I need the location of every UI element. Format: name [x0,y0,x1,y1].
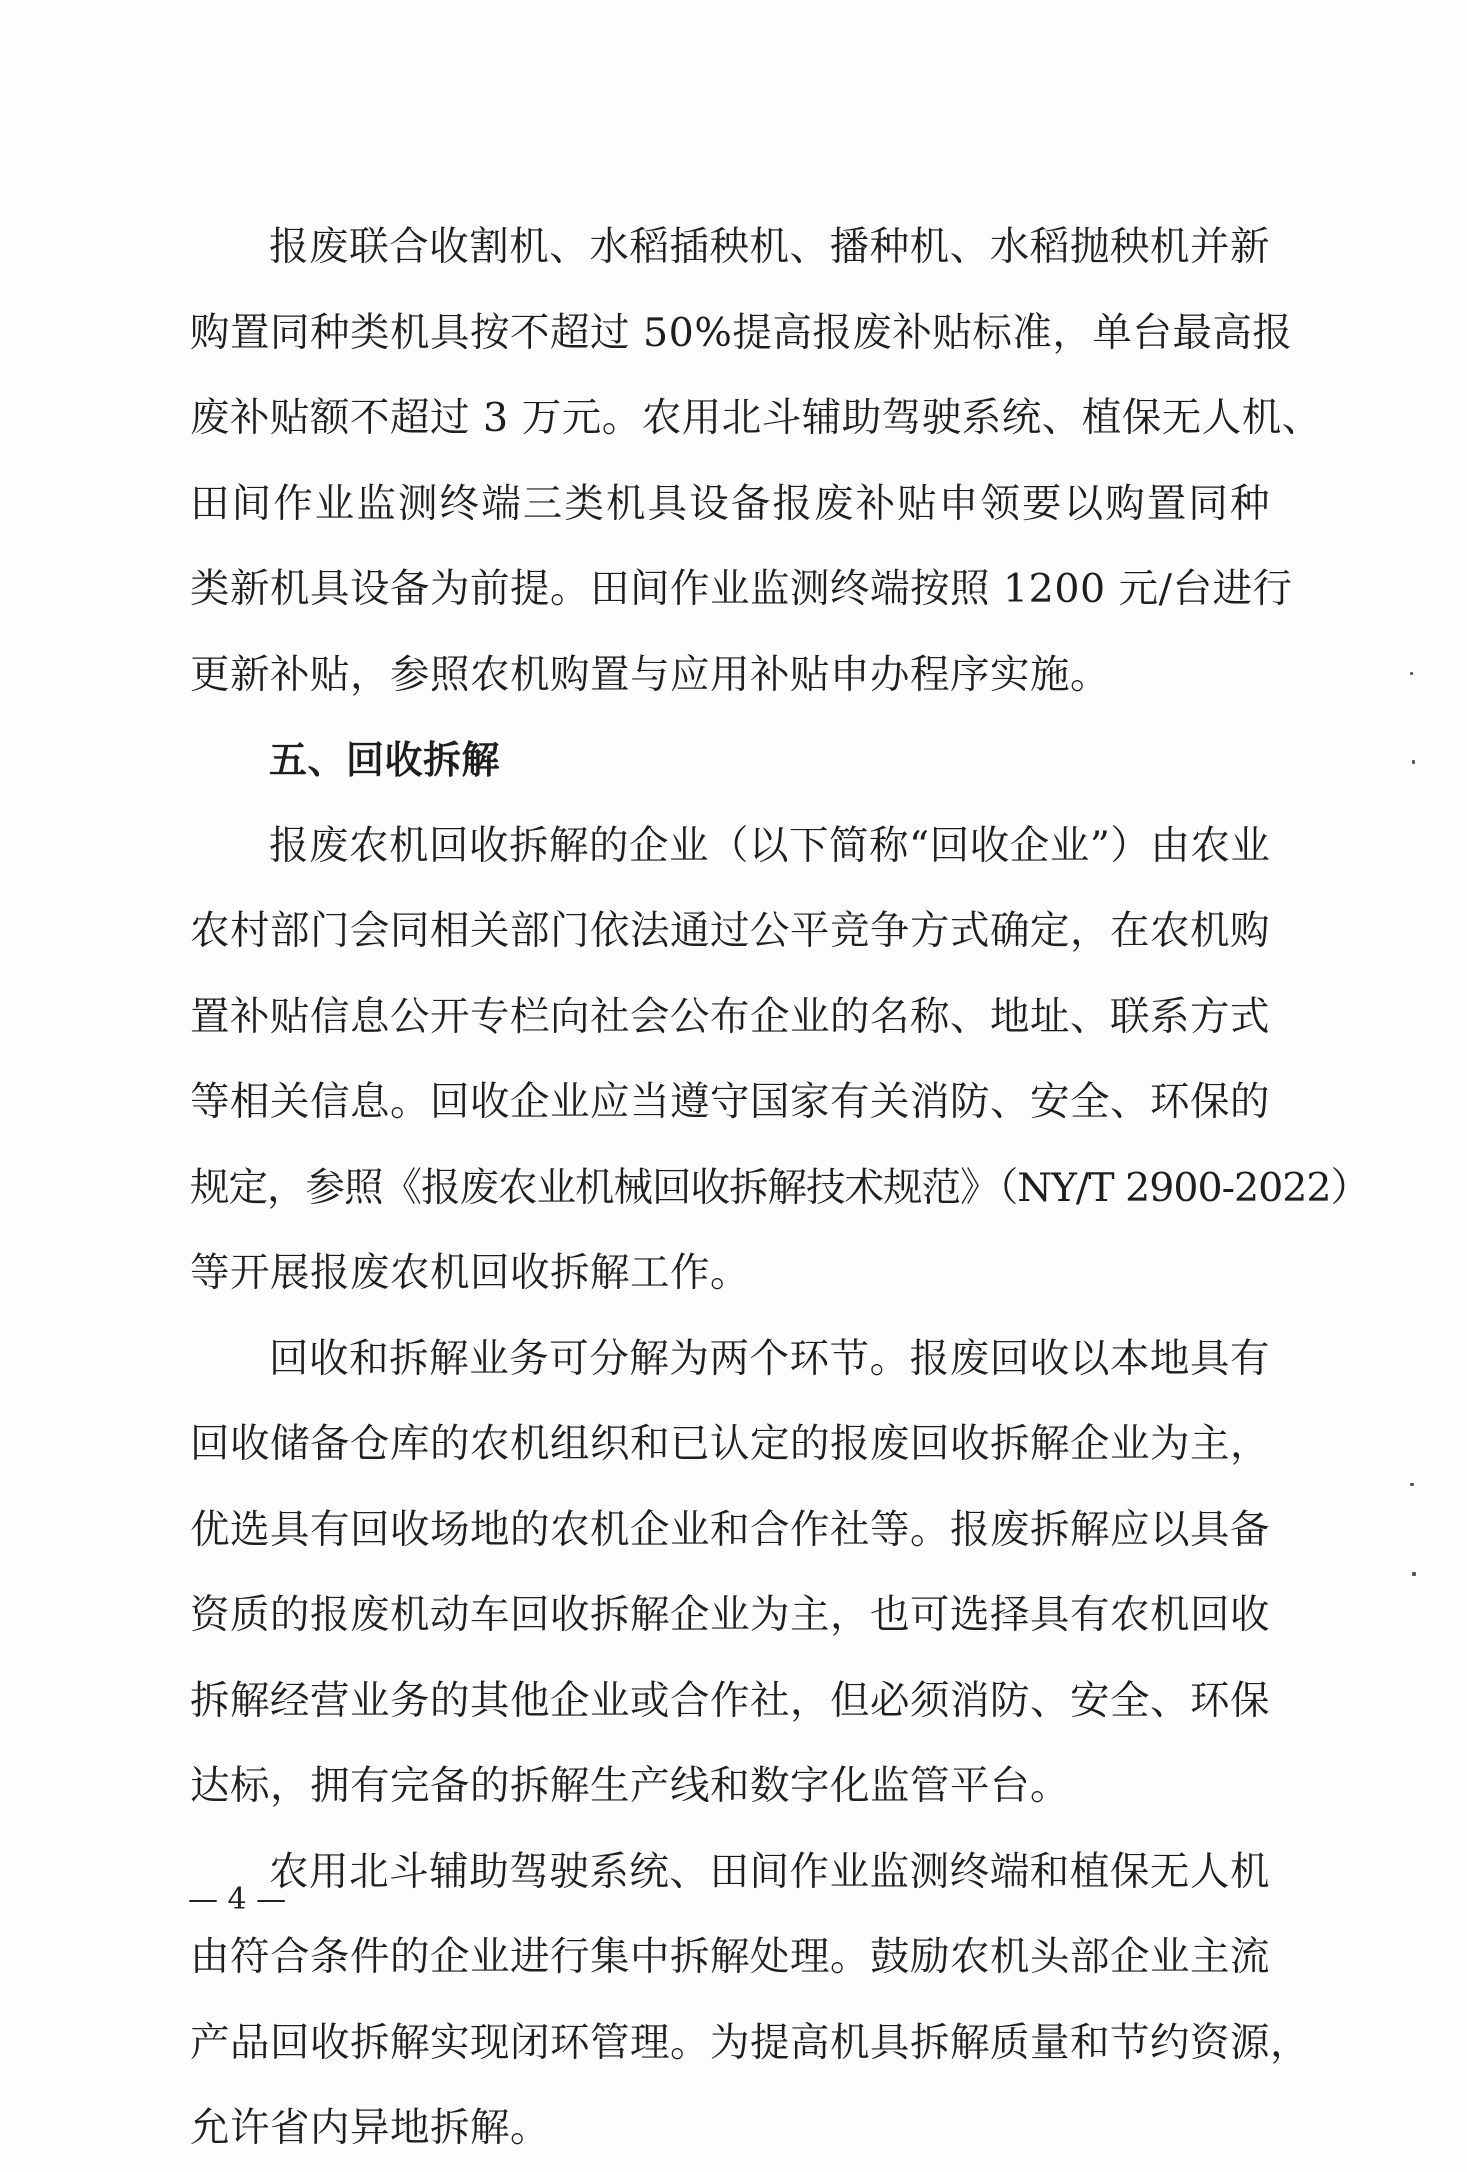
text-line: 农用北斗辅助驾驶系统、田间作业监测终端和植保无人机 [269,1848,1270,1895]
text-line: 农村部门会同相关部门依法通过公平竞争方式确定，在农机购 [190,908,1270,954]
paragraph [190,205,1322,718]
text-line: 报废农机回收拆解的企业（以下简称“回收企业”）由农业 [269,822,1271,869]
page-number: — 4 — [188,1882,287,1917]
text-line: 置补贴信息公开专栏向社会公布企业的名称、地址、联系方式 [190,993,1270,1040]
document-body [190,205,1369,2172]
text-line: 产品回收拆解实现闭环管理。为提高机具拆解质量和节约资源， [190,2019,1310,2066]
text-line: 废补贴额不超过 3 万元。农用北斗辅助驾驶系统、植保无人机、 [190,395,1322,441]
paragraph [190,1317,1270,1830]
text-line: 等相关信息。回收企业应当遵守国家有关消防、安全、环保的 [190,1079,1270,1125]
scan-speck [1412,1572,1416,1576]
text-line: 田间作业监测终端三类机具设备报废补贴申领要以购置同种 [190,480,1270,527]
text-line: 回收储备仓库的农机组织和已认定的报废回收拆解企业为主， [190,1421,1270,1467]
text-line: 规定，参照《报废农业机械回收拆解技术规范》（NY/T 2900-2022） [190,1164,1369,1211]
scan-speck [1410,1483,1414,1486]
text-line: 拆解经营业务的其他企业或合作社，但必须消防、安全、环保 [190,1677,1270,1724]
heading-text: 五、回收拆解 [269,738,501,782]
text-line: 更新补贴，参照农机购置与应用补贴申办程序实施。 [190,651,1110,698]
scan-speck [1412,760,1415,764]
text-line: 回收和拆解业务可分解为两个环节。报废回收以本地具有 [269,1335,1270,1382]
text-line: 优选具有回收场地的农机企业和合作社等。报废拆解应以具备 [190,1506,1270,1553]
text-line: 允许省内异地拆解。 [190,2105,550,2151]
text-line: 达标，拥有完备的拆解生产线和数字化监管平台。 [190,1763,1070,1809]
text-line: 类新机具设备为前提。田间作业监测终端按照 1200 元/台进行 [190,566,1293,612]
text-line: 购置同种类机具按不超过 50%提高报废补贴标准，单台最高报 [190,309,1293,356]
section-heading [190,718,1270,804]
text-line: 等开展报废农机回收拆解工作。 [190,1250,750,1296]
paragraph [190,1830,1310,2172]
scan-speck [1410,672,1413,675]
text-line: 报废联合收割机、水稻插秧机、播种机、水稻抛秧机并新 [269,224,1270,270]
paragraph [190,804,1369,1317]
text-line: 资质的报废机动车回收拆解企业为主，也可选择具有农机回收 [190,1592,1270,1638]
text-line: 由符合条件的企业进行集中拆解处理。鼓励农机头部企业主流 [190,1934,1270,1980]
